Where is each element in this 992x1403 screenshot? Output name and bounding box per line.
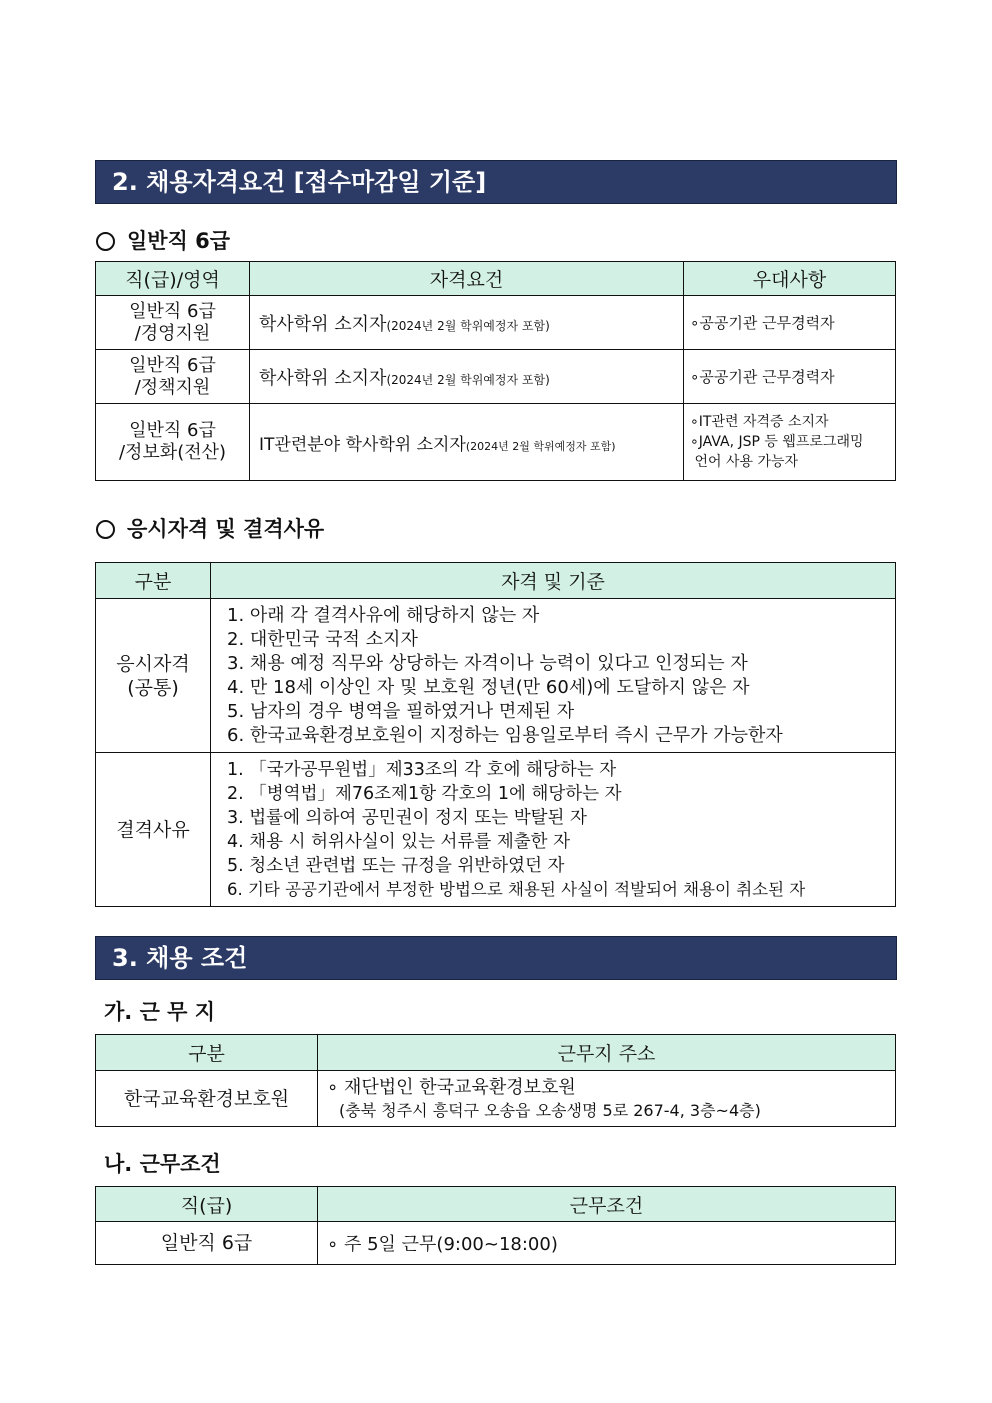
preference-text: ∘공공기관 근무경력자 — [690, 367, 835, 386]
preference-text: ∘JAVA, JSP 등 웹프로그래밍 — [690, 434, 864, 450]
subheading-eligibility — [96, 513, 324, 543]
table-row — [96, 350, 896, 404]
table-row — [96, 404, 896, 481]
requirement-cell — [250, 404, 684, 481]
list-item: 6. 기타 공공기관에서 부정한 방법으로 채용된 사실이 적발되어 채용이 취소된 자 — [227, 879, 806, 899]
grade-line: /정책지원 — [134, 376, 211, 398]
list-item: 5. 남자의 경우 병역을 필하였거나 면제된 자 — [227, 700, 575, 722]
org-cell: 한국교육환경보호원 — [96, 1071, 318, 1127]
grade-cell — [96, 404, 250, 481]
list-item: 3. 채용 예정 직무와 상당하는 자격이나 능력이 있다고 인정되는 자 — [227, 652, 748, 674]
grade-line: 일반직 6급 — [129, 420, 216, 441]
criteria-cell — [211, 753, 896, 907]
subheading-general-6 — [96, 225, 230, 255]
header-requirements: 자격요건 — [250, 262, 684, 296]
list-item: 2. 「병역법」제76조제1항 각호의 1에 해당하는 자 — [227, 783, 622, 804]
requirement-note: (2024년 2월 학위예정자 포함) — [465, 439, 616, 453]
address-line: (충북 청주시 흥덕구 오송읍 오송생명 5로 267-4, 3층~4층) — [339, 1100, 761, 1120]
subheading-text: 응시자격 및 결격사유 — [127, 517, 325, 541]
grade-line: 일반직 6급 — [129, 354, 216, 376]
preference-cell — [684, 404, 896, 481]
circle-bullet-icon — [96, 232, 115, 251]
subheading-conditions: 나. 근무조건 — [104, 1152, 221, 1176]
preference-cell — [684, 350, 896, 404]
header-grade: 직(급)/영역 — [96, 262, 250, 296]
preference-text: ∘IT관련 자격증 소지자 — [690, 414, 829, 430]
grade-cell: 일반직 6급 — [96, 1222, 318, 1265]
table-row — [96, 753, 896, 907]
address-line: ∘ 재단법인 한국교육환경보호원 — [327, 1076, 576, 1098]
list-item: 6. 한국교육환경보호원이 지정하는 임용일로부터 즉시 근무가 가능한자 — [227, 724, 783, 746]
list-item: 1. 「국가공무원법」제33조의 각 호에 해당하는 자 — [227, 759, 617, 780]
grade-line: 일반직 6급 — [129, 300, 216, 322]
requirement-note: (2024년 2월 학위예정자 포함) — [386, 372, 550, 387]
address-cell — [318, 1071, 896, 1127]
requirement-text: 학사학위 소지자 — [259, 367, 387, 389]
header-conditions: 근무조건 — [318, 1187, 896, 1222]
table-row — [96, 296, 896, 350]
list-item: 1. 아래 각 결격사유에 해당하지 않는 자 — [227, 604, 540, 626]
header-criteria: 자격 및 기준 — [211, 563, 896, 599]
category-label: 응시자격 — [116, 652, 190, 675]
requirement-text: 학사학위 소지자 — [259, 313, 387, 335]
list-item: 3. 법률에 의하여 공민권이 정지 또는 박탈된 자 — [227, 807, 587, 828]
conditions-table — [95, 1186, 896, 1265]
list-item: 4. 채용 시 허위사실이 있는 서류를 제출한 자 — [227, 831, 571, 852]
eligibility-table — [95, 562, 896, 907]
grade-line: /경영지원 — [134, 322, 211, 344]
grade-cell — [96, 350, 250, 404]
condition-cell: ∘ 주 5일 근무(9:00~18:00) — [318, 1222, 896, 1265]
criteria-cell — [211, 599, 896, 753]
category-cell — [96, 753, 211, 907]
header-grade: 직(급) — [96, 1187, 318, 1222]
preference-cell — [684, 296, 896, 350]
list-item: 2. 대한민국 국적 소지자 — [227, 628, 418, 650]
grade-cell — [96, 296, 250, 350]
section-3-title: 3. 채용 조건 — [95, 936, 897, 980]
subheading-workplace: 가. 근 무 지 — [104, 1000, 216, 1024]
category-label: (공통) — [127, 676, 179, 699]
table-row — [96, 599, 896, 753]
list-item: 4. 만 18세 이상인 자 및 보호원 정년(만 60세)에 도달하지 않은 자 — [227, 676, 750, 698]
criteria-list — [211, 604, 895, 748]
requirement-note: (2024년 2월 학위예정자 포함) — [386, 318, 550, 333]
section-2-title: 2. 채용자격요건 [접수마감일 기준] — [95, 160, 897, 204]
qualification-table — [95, 261, 896, 481]
workplace-table — [95, 1034, 896, 1127]
category-cell — [96, 599, 211, 753]
requirement-cell — [250, 350, 684, 404]
list-item: 5. 청소년 관련법 또는 규정을 위반하였던 자 — [227, 855, 565, 876]
requirement-cell — [250, 296, 684, 350]
preference-text: ∘공공기관 근무경력자 — [690, 313, 835, 332]
header-category: 구분 — [96, 563, 211, 599]
circle-bullet-icon — [96, 520, 115, 539]
category-label: 결격사유 — [116, 818, 190, 841]
header-preference: 우대사항 — [684, 262, 896, 296]
header-address: 근무지 주소 — [318, 1035, 896, 1071]
header-category: 구분 — [96, 1035, 318, 1071]
subheading-text: 일반직 6급 — [127, 229, 231, 253]
table-row — [96, 1071, 896, 1127]
criteria-list — [211, 758, 895, 902]
grade-line: /정보화(전산) — [118, 442, 227, 463]
requirement-text: IT관련분야 학사학위 소지자 — [259, 434, 466, 455]
table-row — [96, 1222, 896, 1265]
preference-text: 언어 사용 가능자 — [690, 454, 799, 470]
